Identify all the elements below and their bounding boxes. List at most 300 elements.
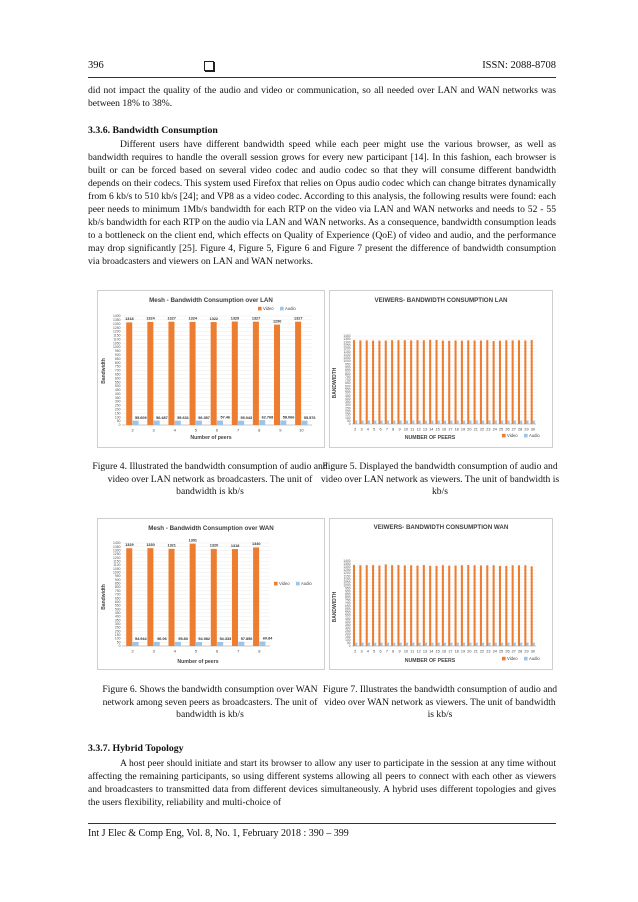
bar-audio: [495, 643, 497, 646]
bar-video: [467, 340, 469, 424]
y-tick-label: 550: [114, 380, 121, 385]
y-tick-label: 1250: [343, 343, 351, 348]
bar-audio: [463, 643, 465, 646]
bar-audio: [280, 420, 286, 425]
data-label: 55.609: [134, 415, 147, 420]
x-tick-label: 14: [429, 649, 434, 654]
bar-video: [391, 565, 393, 646]
bar-video: [486, 565, 488, 646]
x-tick-label: 30: [530, 649, 535, 654]
data-label: 1290: [272, 319, 282, 324]
x-tick-label: 25: [498, 649, 504, 654]
bar-audio: [520, 643, 522, 646]
x-tick-label: 12: [416, 427, 421, 432]
bar-audio: [520, 421, 522, 424]
bar-audio: [419, 643, 421, 646]
bar-audio: [301, 421, 307, 425]
y-axis-label: BANDWIDTH: [332, 367, 338, 399]
journal-footer: Int J Elec & Comp Eng, Vol. 8, No. 1, February 2018 : 390 – 399: [88, 828, 349, 839]
bar-video: [359, 340, 361, 424]
y-tick-label: 1200: [112, 329, 121, 334]
bar-audio: [196, 421, 202, 425]
legend-label: Video: [279, 581, 290, 586]
x-tick-label: 6: [379, 427, 382, 432]
bar-video: [448, 566, 450, 646]
y-tick-label: 150: [345, 634, 351, 639]
x-tick-label: 9: [279, 427, 282, 433]
bar-video: [295, 322, 301, 425]
x-tick-label: 2: [354, 427, 357, 432]
y-tick-label: 200: [114, 407, 121, 412]
bar-video: [518, 340, 520, 424]
bar-video: [474, 565, 476, 646]
bar-audio: [387, 421, 389, 424]
bar-video: [531, 566, 533, 646]
section-heading-bandwidth: 3.3.6. Bandwidth Consumption: [88, 125, 218, 136]
data-label: 54.082: [198, 637, 211, 642]
y-tick-label: 950: [114, 349, 121, 354]
bar-video: [232, 549, 238, 646]
y-tick-label: 100: [345, 638, 351, 643]
chart-title: VEIWERS- BANDWIDTH CONSUMPTION WAN: [373, 524, 509, 531]
y-tick-label: 850: [114, 356, 121, 361]
y-tick-label: 350: [114, 395, 121, 400]
bar-audio: [501, 643, 503, 646]
x-tick-label: 2: [131, 427, 134, 433]
bar-video: [493, 565, 495, 646]
x-tick-label: 19: [460, 427, 466, 432]
chart-title: Mesh - Bandwidth Consumption over WAN: [148, 525, 274, 532]
y-tick-label: 1350: [112, 317, 121, 322]
y-tick-label: 650: [114, 596, 121, 601]
x-tick-label: 3: [360, 649, 363, 654]
bar-audio: [431, 643, 433, 646]
bar-video: [385, 564, 387, 646]
y-tick-label: 1400: [343, 334, 351, 339]
y-tick-label: 100: [345, 415, 351, 420]
y-tick-label: 1200: [343, 346, 351, 351]
bar-audio: [393, 643, 395, 646]
y-tick-label: 1150: [113, 333, 121, 338]
bar-audio: [368, 420, 370, 424]
y-tick-label: 200: [345, 631, 351, 636]
y-tick-label: 0: [348, 644, 351, 649]
y-tick-label: 1100: [113, 563, 121, 568]
legend-swatch-video: [274, 582, 278, 586]
data-label: 1320: [209, 543, 219, 548]
legend-label: Video: [263, 306, 274, 311]
x-tick-label: 23: [486, 649, 491, 654]
data-label: 57.46: [220, 415, 230, 420]
x-tick-label: 8: [258, 648, 261, 654]
bar-audio: [217, 421, 223, 425]
y-tick-label: 1000: [112, 570, 121, 575]
x-axis-label: NUMBER OF PEERS: [404, 658, 456, 664]
bar-audio: [400, 643, 402, 646]
x-axis-label: Number of peers: [190, 435, 232, 441]
bar-audio: [133, 421, 139, 425]
data-label: 55.83: [178, 637, 188, 642]
y-tick-label: 550: [345, 387, 351, 392]
y-tick-label: 500: [345, 390, 351, 395]
y-tick-label: 1350: [343, 562, 351, 567]
x-tick-label: 10: [403, 649, 409, 654]
y-tick-label: 1050: [343, 580, 351, 585]
data-label: 1318: [125, 317, 134, 322]
y-tick-label: 1200: [343, 571, 351, 576]
x-tick-label: 6: [216, 648, 219, 654]
bar-video: [461, 341, 463, 424]
y-tick-label: 0: [118, 423, 121, 428]
y-tick-label: 300: [114, 399, 121, 404]
bar-audio: [495, 421, 497, 424]
y-tick-label: 400: [114, 391, 121, 396]
x-axis-label: NUMBER OF PEERS: [404, 435, 456, 441]
y-tick-label: 150: [114, 633, 121, 638]
bar-audio: [217, 642, 223, 646]
y-tick-label: 650: [345, 604, 351, 609]
bar-audio: [507, 643, 509, 646]
caption-figure-5: Figure 5. Displayed the bandwidth consumption of audio and video over LAN network as viewers. The unit of bandwidth is kb/s: [320, 461, 560, 497]
y-tick-label: 750: [345, 598, 351, 603]
x-tick-label: 30: [530, 427, 535, 432]
section-heading-hybrid: 3.3.7. Hybrid Topology: [88, 743, 184, 754]
legend-swatch-audio: [524, 434, 528, 438]
bar-audio: [450, 643, 452, 646]
y-tick-label: 400: [345, 396, 351, 401]
bar-audio: [259, 642, 265, 646]
x-tick-label: 29: [524, 427, 529, 432]
bar-audio: [419, 421, 421, 424]
y-tick-label: 900: [114, 577, 121, 582]
y-tick-label: 0: [348, 422, 351, 427]
y-tick-label: 150: [345, 412, 351, 417]
x-tick-label: 13: [422, 427, 428, 432]
y-tick-label: 750: [114, 588, 121, 593]
y-tick-label: 550: [345, 610, 351, 615]
bar-audio: [501, 421, 503, 424]
y-tick-label: 1050: [343, 356, 351, 361]
bar-video: [423, 340, 425, 424]
y-tick-label: 950: [345, 362, 351, 367]
data-label: 55.576: [303, 415, 316, 420]
caption-figure-6: Figure 6. Shows the bandwidth consumption over WAN network among seven peers as broadcasters. The unit of bandwidth is kb/s: [102, 684, 318, 720]
x-tick-label: 26: [505, 649, 510, 654]
y-tick-label: 450: [114, 610, 121, 615]
y-tick-label: 700: [345, 601, 351, 606]
bar-audio: [374, 421, 376, 424]
bar-audio: [393, 421, 395, 424]
bar-video: [372, 341, 374, 424]
bar-video: [253, 547, 259, 646]
figure-6: [97, 518, 325, 670]
x-tick-label: 11: [410, 649, 415, 654]
bar-video: [524, 340, 526, 424]
bar-audio: [526, 420, 528, 424]
bar-video: [378, 341, 380, 424]
y-tick-label: 600: [114, 376, 121, 381]
bar-video: [366, 340, 368, 424]
data-label: 58.066: [282, 415, 295, 420]
bar-audio: [438, 421, 440, 424]
x-tick-label: 26: [505, 427, 510, 432]
x-tick-label: 8: [392, 427, 395, 432]
x-tick-label: 13: [422, 649, 428, 654]
chart-fig5: [330, 291, 552, 447]
bar-video: [168, 322, 174, 425]
x-tick-label: 22: [479, 427, 485, 432]
y-tick-label: 850: [345, 592, 351, 597]
bar-audio: [482, 421, 484, 424]
bar-video: [429, 340, 431, 424]
x-tick-label: 24: [492, 427, 497, 432]
bar-video: [391, 340, 393, 424]
bar-video: [435, 566, 437, 646]
x-tick-label: 14: [429, 427, 434, 432]
bar-audio: [406, 643, 408, 646]
data-label: 56.487: [156, 415, 168, 420]
data-label: 1329: [230, 316, 240, 321]
bar-audio: [469, 420, 471, 424]
issn: ISSN: 2088-8708: [482, 60, 556, 71]
x-tick-label: 17: [448, 427, 453, 432]
y-tick-label: 550: [114, 603, 121, 608]
bar-video: [423, 565, 425, 646]
y-tick-label: 950: [114, 574, 121, 579]
y-axis-label: Bandwidth: [101, 358, 107, 384]
bar-audio: [476, 421, 478, 424]
bar-video: [531, 340, 533, 424]
bar-video: [512, 565, 514, 646]
y-tick-label: 900: [345, 589, 351, 594]
bar-audio: [444, 421, 446, 424]
y-tick-label: 150: [114, 411, 121, 416]
x-tick-label: 16: [441, 649, 447, 654]
x-tick-label: 8: [258, 427, 261, 433]
bar-audio: [381, 643, 383, 646]
y-tick-label: 50: [346, 418, 351, 423]
legend-swatch-video: [502, 434, 506, 438]
x-tick-label: 9: [398, 427, 401, 432]
data-label: 1318: [230, 543, 240, 548]
x-tick-label: 3: [360, 427, 363, 432]
y-tick-label: 800: [114, 585, 121, 590]
bar-audio: [463, 421, 465, 424]
intro-paragraph: did not impact the quality of the audio and video or communication, so all needed over LAN and WAN networks was between 18% to 38%.: [88, 85, 556, 109]
square-bullet-icon: [204, 61, 214, 71]
bar-audio: [368, 643, 370, 646]
x-tick-label: 20: [467, 649, 472, 654]
bar-video: [211, 322, 217, 425]
y-tick-label: 450: [345, 393, 351, 398]
bar-video: [518, 565, 520, 646]
x-tick-label: 28: [518, 649, 523, 654]
x-tick-label: 6: [215, 427, 219, 433]
y-tick-label: 1050: [112, 566, 121, 571]
y-tick-label: 250: [345, 406, 351, 411]
legend-label: Audio: [285, 306, 296, 311]
bar-audio: [400, 421, 402, 424]
bar-video: [442, 341, 444, 424]
bar-audio: [450, 421, 452, 424]
y-tick-label: 1400: [112, 541, 121, 546]
x-tick-label: 22: [479, 649, 485, 654]
y-tick-label: 600: [345, 384, 351, 389]
bar-video: [461, 565, 463, 646]
bar-video: [169, 549, 175, 646]
bar-audio: [438, 643, 440, 646]
bar-video: [429, 566, 431, 646]
y-tick-label: 200: [345, 409, 351, 414]
x-tick-label: 7: [385, 427, 388, 432]
x-tick-label: 10: [299, 427, 304, 433]
bar-audio: [362, 643, 364, 646]
y-tick-label: 300: [114, 622, 121, 627]
x-tick-label: 19: [460, 649, 466, 654]
bar-video: [190, 544, 196, 646]
bar-audio: [444, 643, 446, 646]
y-tick-label: 500: [114, 607, 121, 612]
x-axis-label: Number of peers: [177, 659, 219, 665]
y-tick-label: 650: [345, 381, 351, 386]
y-tick-label: 400: [345, 619, 351, 624]
chart-title: Mesh - Bandwidth Consumption over LAN: [149, 297, 273, 304]
bar-video: [524, 565, 526, 646]
y-axis-label: BANDWIDTH: [332, 591, 338, 623]
bar-video: [442, 565, 444, 646]
bar-audio: [412, 420, 414, 424]
x-tick-label: 18: [454, 649, 459, 654]
x-tick-label: 20: [467, 427, 472, 432]
y-tick-label: 1300: [343, 340, 351, 345]
y-tick-label: 700: [114, 592, 121, 597]
y-tick-label: 1250: [112, 325, 121, 330]
bar-video: [493, 341, 495, 424]
bar-video: [397, 340, 399, 424]
bar-audio: [431, 421, 433, 424]
x-tick-label: 7: [236, 427, 240, 433]
bar-video: [366, 565, 368, 646]
bar-audio: [488, 643, 490, 646]
y-tick-label: 1100: [343, 352, 351, 357]
bar-video: [147, 322, 153, 425]
data-label: 56.357: [198, 415, 210, 420]
bar-video: [448, 341, 450, 424]
legend-swatch-audio: [280, 307, 284, 311]
y-tick-label: 1150: [113, 559, 121, 564]
legend-label: Video: [507, 433, 518, 438]
bar-audio: [412, 643, 414, 646]
x-tick-label: 27: [511, 649, 516, 654]
legend-swatch-audio: [296, 582, 300, 586]
y-tick-label: 450: [345, 616, 351, 621]
legend-swatch-video: [258, 307, 262, 311]
data-label: 62.768: [261, 415, 274, 420]
data-label: 57.856: [240, 636, 253, 641]
x-tick-label: 24: [492, 649, 497, 654]
y-axis-label: Bandwidth: [101, 584, 107, 610]
legend-label: Audio: [301, 581, 312, 586]
bar-video: [416, 340, 418, 424]
y-tick-label: 450: [114, 388, 121, 393]
bar-video: [372, 565, 374, 646]
x-tick-label: 4: [366, 649, 369, 654]
bar-video: [232, 322, 238, 425]
data-label: 1324: [188, 316, 197, 321]
x-tick-label: 4: [173, 427, 176, 433]
y-tick-label: 50: [116, 640, 121, 645]
bar-video: [385, 341, 387, 424]
x-tick-label: 4: [173, 648, 176, 654]
y-tick-label: 750: [345, 374, 351, 379]
bar-audio: [482, 643, 484, 646]
y-tick-label: 1200: [112, 555, 121, 560]
x-tick-label: 2: [131, 648, 134, 654]
x-tick-label: 21: [473, 649, 478, 654]
x-tick-label: 10: [403, 427, 409, 432]
bar-audio: [175, 642, 181, 646]
y-tick-label: 1300: [343, 565, 351, 570]
bar-video: [359, 565, 361, 646]
x-tick-label: 18: [454, 427, 459, 432]
y-tick-label: 200: [114, 629, 121, 634]
data-label: 1340: [252, 542, 261, 547]
bar-audio: [533, 643, 535, 646]
x-tick-label: 6: [379, 649, 382, 654]
bar-video: [410, 340, 412, 424]
figure-5: [329, 290, 553, 448]
data-label: 60.84: [262, 636, 273, 641]
bar-video: [505, 340, 507, 424]
y-tick-label: 800: [345, 595, 351, 600]
header-rule: [88, 77, 556, 78]
legend-label: Audio: [529, 433, 540, 438]
y-tick-label: 700: [114, 368, 121, 373]
y-tick-label: 1000: [112, 345, 121, 350]
bar-audio: [196, 642, 202, 646]
data-label: 1327: [167, 316, 176, 321]
y-tick-label: 1100: [113, 337, 121, 342]
bar-audio: [425, 643, 427, 646]
x-tick-label: 12: [416, 649, 421, 654]
y-tick-label: 850: [345, 368, 351, 373]
y-tick-label: 900: [114, 353, 121, 358]
bar-video: [480, 565, 482, 646]
bar-audio: [533, 421, 535, 424]
bar-audio: [175, 421, 181, 425]
bar-audio: [154, 642, 160, 646]
data-label: 56.06: [157, 637, 167, 642]
y-tick-label: 600: [114, 599, 121, 604]
bar-audio: [514, 421, 516, 424]
y-tick-label: 900: [345, 365, 351, 370]
y-tick-label: 800: [114, 360, 121, 365]
bar-video: [353, 565, 355, 646]
data-label: 55.043: [240, 415, 253, 420]
bar-audio: [362, 421, 364, 424]
y-tick-label: 50: [346, 641, 351, 646]
bar-audio: [469, 643, 471, 646]
y-tick-label: 1000: [343, 359, 351, 364]
x-tick-label: 29: [524, 649, 529, 654]
caption-figure-7: Figure 7. Illustrates the bandwidth consumption of audio and video over WAN network as viewers. The unit of bandwidth is kb/s: [322, 684, 558, 720]
figure-7: [329, 518, 553, 670]
y-tick-label: 1000: [343, 583, 351, 588]
bar-video: [397, 565, 399, 646]
bar-video: [512, 340, 514, 424]
caption-figure-4: Figure 4. Illustrated the bandwidth consumption of audio and video over LAN network as broadcasters. The unit of bandwidth is kb/s: [92, 461, 328, 497]
y-tick-label: 950: [345, 586, 351, 591]
